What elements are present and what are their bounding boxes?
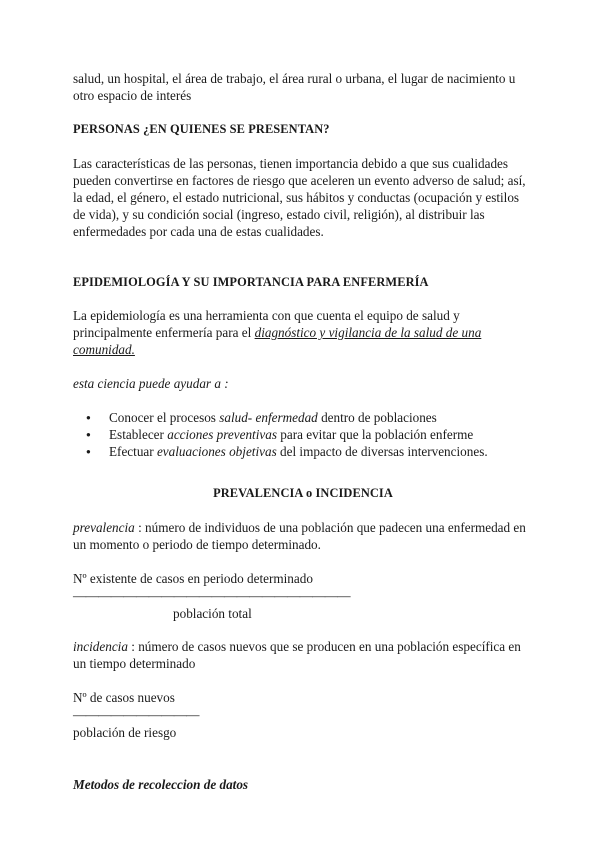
document-page bbox=[73, 70, 533, 793]
ciencia-lead bbox=[73, 375, 533, 392]
prevalencia-definition bbox=[73, 519, 533, 553]
list-item bbox=[109, 409, 533, 426]
bullet-emphasis: salud- enfermedad bbox=[219, 410, 318, 425]
list-item bbox=[109, 443, 533, 460]
personas-paragraph: Las características de las personas, tienen importancia debido a que sus cualidades pueden convertirse en factores de riesgo que aceleren un evento adverso de salud; así, la edad, el género, el estado nutricional, sus hábitos y conductas (ocupación y estilos de vida), y su condición social (ingreso, estado civil, religión), al distribuir las enfermedades por cada una de estas cualidades. bbox=[73, 156, 526, 239]
ciencia-lead-text: esta ciencia puede ayudar a : bbox=[73, 376, 229, 391]
bullet-list bbox=[73, 409, 533, 460]
incidencia-denominator: población de riesgo bbox=[73, 725, 177, 740]
metodos-heading-text: Metodos de recoleccion de datos bbox=[73, 777, 249, 792]
bullet-text: Establecer bbox=[109, 427, 168, 442]
prevalencia-numerator: Nº existente de casos en periodo determinado bbox=[73, 571, 313, 586]
prevalencia-denominator: población total bbox=[173, 606, 252, 621]
prevalencia-fraction-line: —————————————————————— bbox=[73, 588, 350, 603]
prevalencia-term: prevalencia bbox=[73, 520, 135, 535]
epidemiologia-body-text: La epidemiología es una herramienta con que cuenta el equipo de salud y principalmente enfermería para el bbox=[73, 308, 460, 340]
list-item bbox=[109, 426, 533, 443]
bullet-text: dentro de poblaciones bbox=[317, 410, 437, 425]
incidencia-definition bbox=[73, 638, 533, 672]
incidencia-numerator: Nº de casos nuevos bbox=[73, 690, 175, 705]
bullet-text: del impacto de diversas intervenciones. bbox=[276, 444, 488, 459]
intro-paragraph: salud, un hospital, el área de trabajo, el área rural o urbana, el lugar de nacimiento u otro espacio de interés bbox=[73, 71, 516, 103]
incidencia-def-text: : número de casos nuevos que se producen en una población específica en un tiempo determinado bbox=[73, 639, 521, 671]
bullet-emphasis: evaluaciones objetivas bbox=[156, 444, 277, 459]
bullet-emphasis: acciones preventivas bbox=[167, 427, 277, 442]
personas-heading: PERSONAS ¿EN QUIENES SE PRESENTAN? bbox=[73, 122, 330, 136]
metodos-heading bbox=[73, 776, 533, 793]
epidemiologia-heading: EPIDEMIOLOGÍA Y SU IMPORTANCIA PARA ENFERMERÍA bbox=[73, 275, 429, 289]
diagnostico-link: diagnóstico y vigilancia de la salud de una comunidad. bbox=[73, 325, 482, 357]
prevalencia-heading: PREVALENCIA o INCIDENCIA bbox=[213, 486, 393, 500]
incidencia-term: incidencia bbox=[73, 639, 128, 654]
incidencia-fraction-line: —————————— bbox=[73, 707, 199, 722]
prevalencia-def-text: : número de individuos de una población que padecen una enfermedad en un momento o periodo de tiempo determinado. bbox=[73, 520, 526, 552]
bullet-text: Efectuar bbox=[109, 444, 157, 459]
epidemiologia-paragraph bbox=[73, 307, 533, 358]
bullet-text: para evitar que la población enferme bbox=[276, 427, 474, 442]
bullet-text: Conocer el procesos bbox=[109, 410, 220, 425]
